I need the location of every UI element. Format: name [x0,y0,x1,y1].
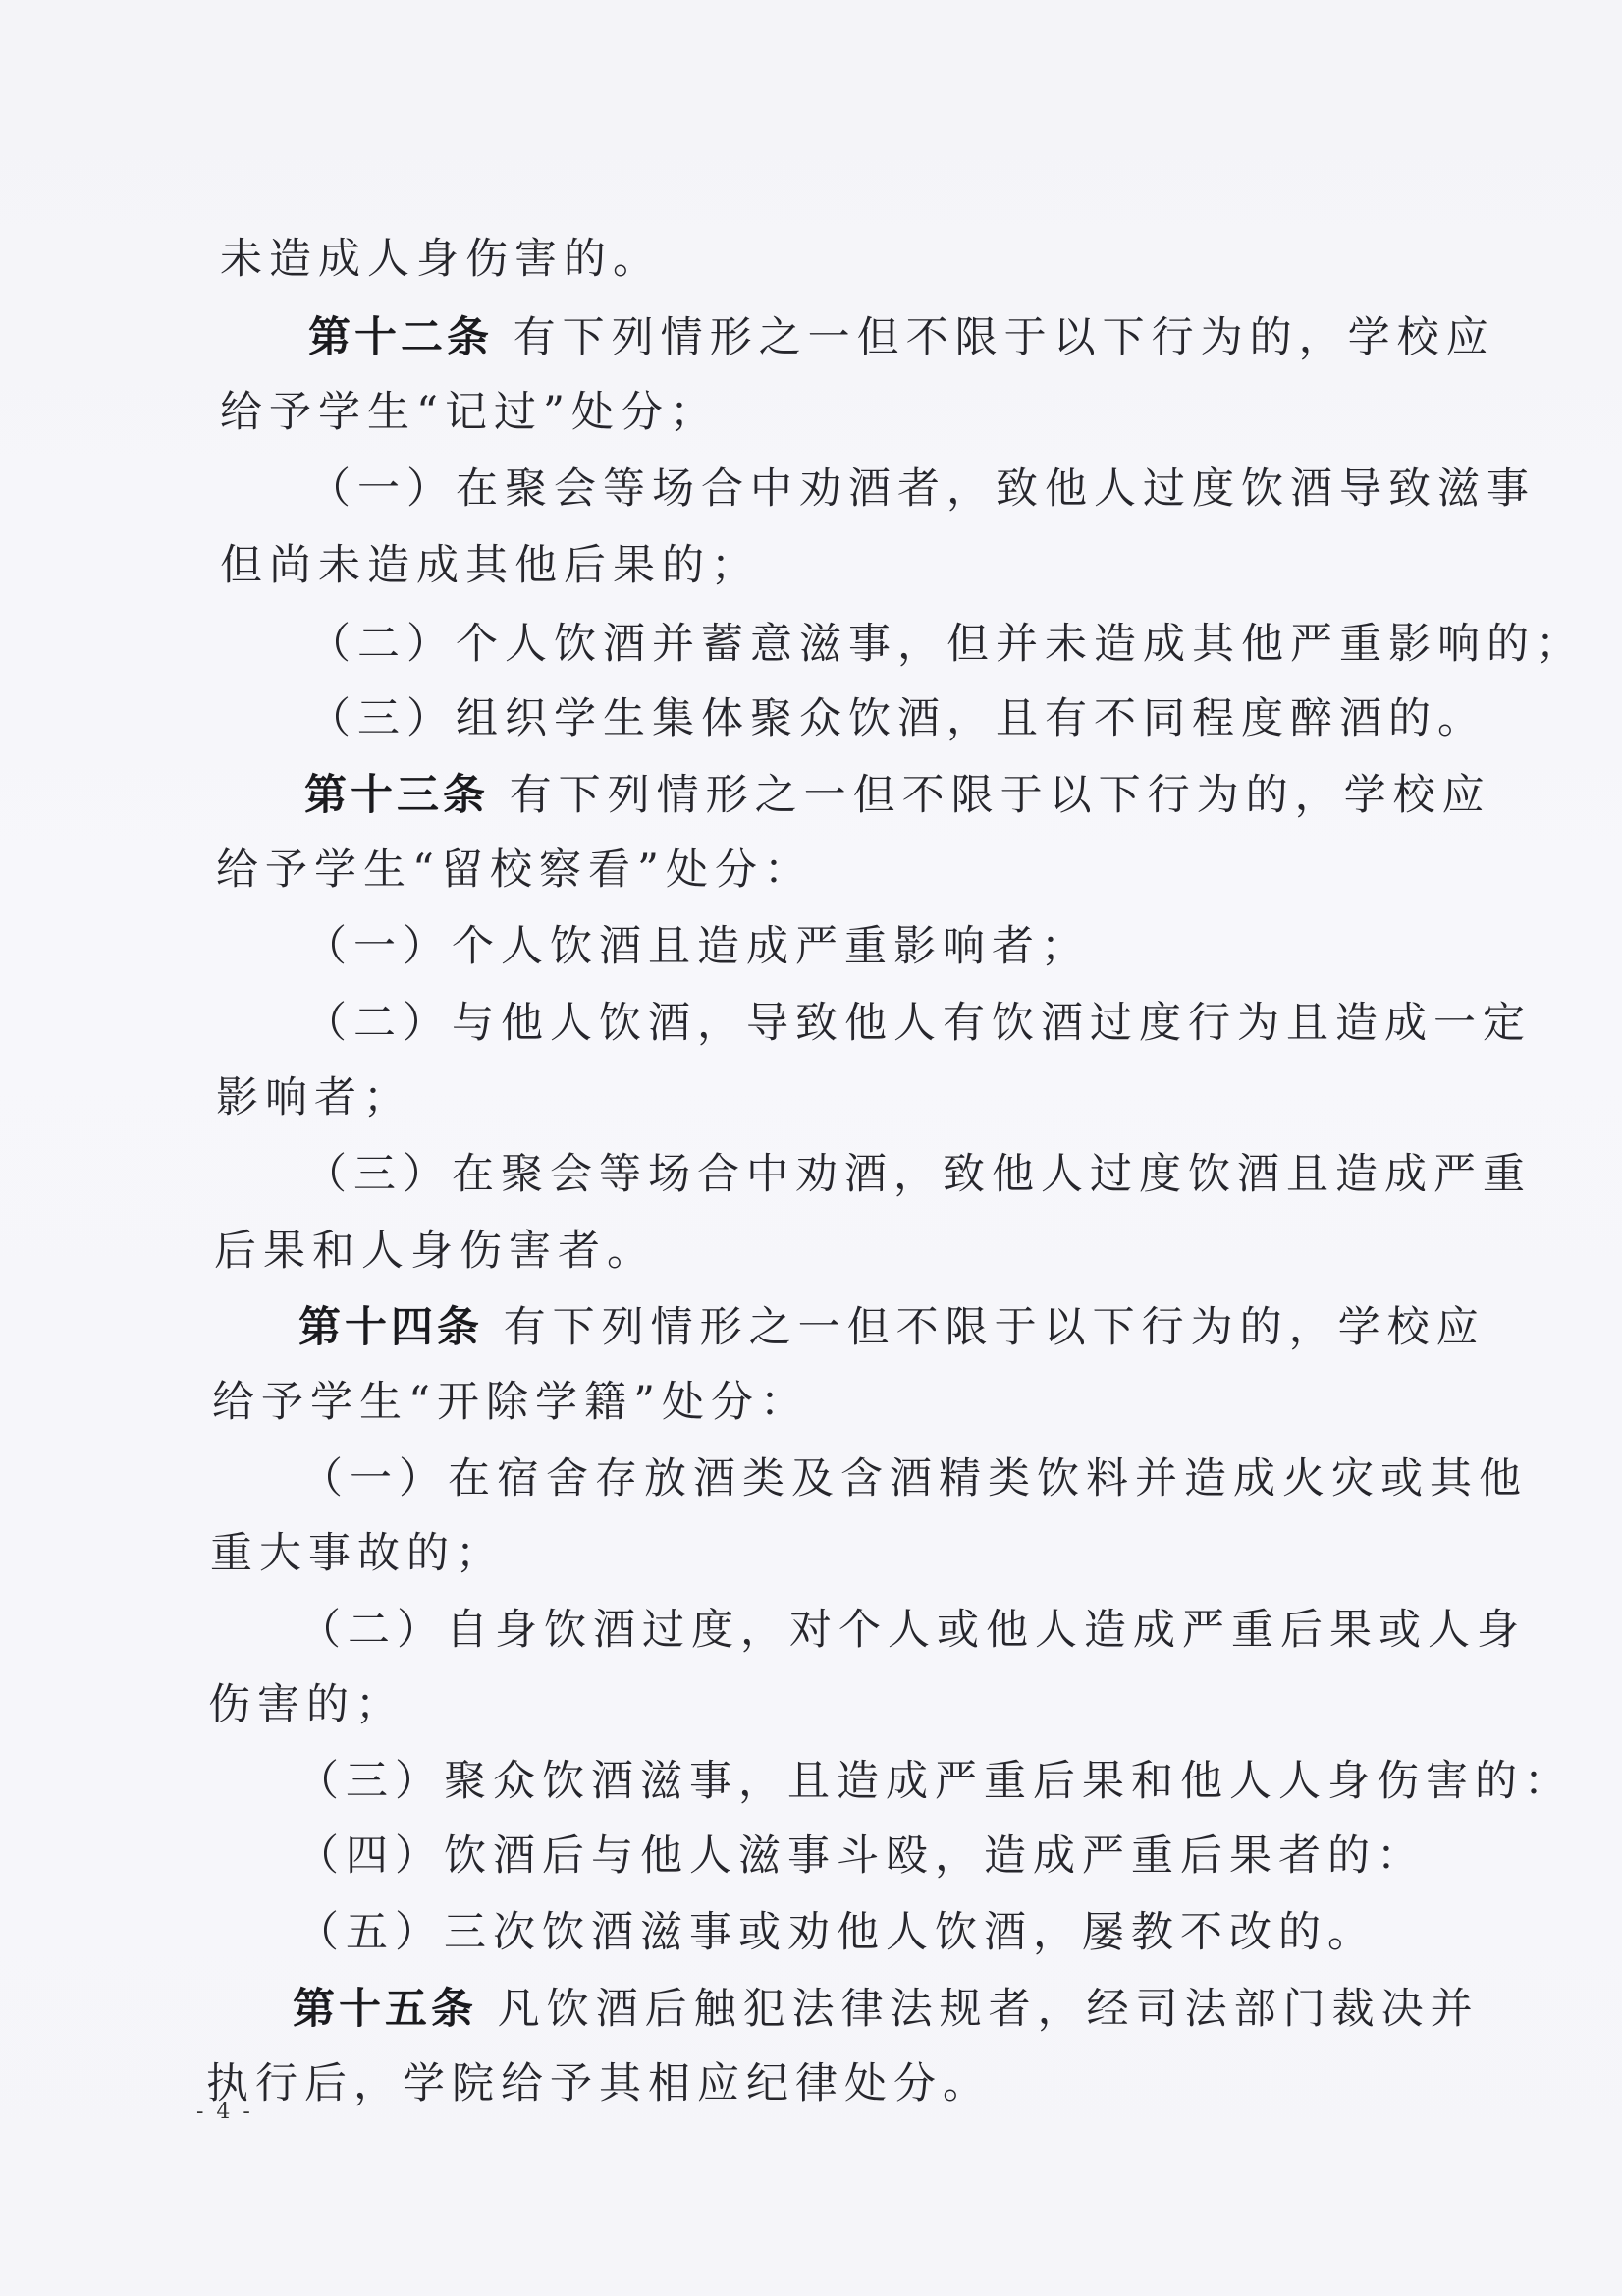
text-line: （五）三次饮酒滋事或劝他人饮酒，屡教不改的。 [297,1908,1377,1957]
text-line: （二）与他人饮酒，导致他人有饮酒过度行为且造成一定 [304,999,1532,1048]
article-13-line: 第十三条 有下列情形之一但不限于以下行为的，学校应 [304,771,1491,820]
article-12-line: 第十二条 有下列情形之一但不限于以下行为的，学校应 [308,313,1495,362]
text-line: （三）组织学生集体聚众饮酒，且有不同程度醉酒的。 [308,694,1487,743]
page-number: - 4 - [196,2100,253,2124]
text-line: 未造成人身伤害的。 [220,235,662,284]
text-line: 伤害的； [208,1680,405,1729]
article-14-line: 第十四条 有下列情形之一但不限于以下行为的，学校应 [298,1303,1486,1352]
text-line: （二）个人饮酒并蓄意滋事，但并未造成其他严重影响的； [308,620,1585,669]
text-line: （三）在聚会等场合中劝酒，致他人过度饮酒且造成严重 [304,1150,1532,1199]
text-line: 重大事故的； [210,1529,505,1578]
text-line: （四）饮酒后与他人滋事斗殴，造成严重后果者的： [297,1831,1426,1881]
text-line: 但尚未造成其他后果的； [220,541,760,590]
text-line: （二）自身饮酒过度，对个人或他人造成严重后果或人身 [298,1606,1526,1655]
text-line: 后果和人身伤害者。 [214,1227,656,1276]
text-line: （一）个人饮酒且造成严重影响者； [304,922,1090,971]
text-line: 给予学生“留校察看”处分： [216,846,813,895]
article-15-line: 第十五条 凡饮酒后触犯法律法规者，经司法部门裁决并 [293,1985,1480,2034]
text-line: （三）聚众饮酒滋事，且造成严重后果和他人人身伤害的： [297,1757,1573,1806]
article-heading: 第十三条 [304,771,489,820]
text-line: （一）在宿舍存放酒类及含酒精类饮料并造成火灾或其他 [300,1454,1528,1503]
text-line: 执行后，学院给予其相应纪律处分。 [206,2059,992,2108]
text-line: 影响者； [216,1073,412,1122]
article-heading: 第十二条 [308,313,493,362]
text-line: 给予学生“开除学籍”处分： [212,1378,809,1427]
article-heading: 第十四条 [298,1303,483,1352]
article-heading: 第十五条 [293,1985,477,2034]
text-line: 给予学生“记过”处分； [220,388,719,437]
text-line: （一）在聚会等场合中劝酒者，致他人过度饮酒导致滋事 [308,465,1536,514]
